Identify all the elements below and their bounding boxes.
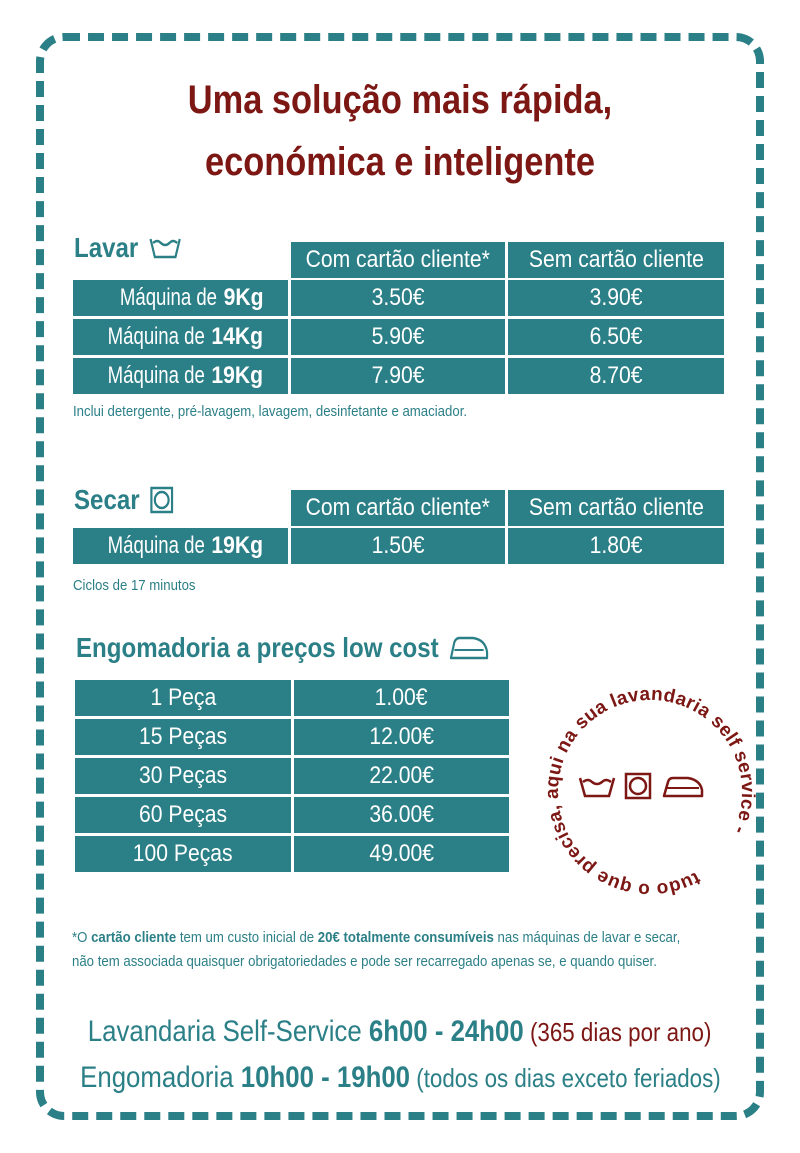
card-footnote — [72, 926, 723, 974]
dry-section-heading — [74, 484, 174, 516]
iron-icon — [449, 634, 489, 662]
ironing-qty: 1 Peça — [75, 680, 291, 716]
page-title-line-1: Uma solução mais rápida, — [187, 78, 613, 122]
ironing-section-heading — [76, 632, 489, 664]
wash-price-with-card: 5.90€ — [291, 319, 505, 355]
wash-price-with-card: 7.90€ — [291, 358, 505, 394]
footnote-line-1: *O cartão cliente tem um custo inicial de 20€ totalmente consumíveis nas máquinas de lavar e secar, — [72, 929, 681, 946]
seal-text-path: tudo o que precisa, aqui na sua lavandaria self service - — [541, 683, 759, 901]
ironing-price: 49.00€ — [294, 836, 509, 872]
wash-header-without-card: Sem cartão cliente — [508, 242, 724, 278]
ironing-qty: 60 Peças — [75, 797, 291, 833]
ironing-price: 1.00€ — [294, 680, 509, 716]
iron-icon — [664, 778, 702, 796]
ironing-price: 36.00€ — [294, 797, 509, 833]
wash-note: Inclui detergente, pré-lavagem, lavagem, desinfetante e amaciador. — [73, 403, 468, 420]
dry-heading-label: Secar — [74, 484, 140, 515]
wash-header-with-card: Com cartão cliente* — [291, 242, 505, 278]
wash-row-label: Máquina de19Kg — [73, 358, 288, 394]
tumble-dry-icon — [150, 486, 174, 514]
wash-price-without-card: 3.90€ — [508, 280, 724, 316]
wash-price-without-card: 6.50€ — [508, 319, 724, 355]
footnote-line-2: não tem associada quaisquer obrigatoriedades e pode ser recarregado apenas se, e quando quiser. — [72, 953, 657, 970]
dry-note: Ciclos de 17 minutos — [73, 577, 196, 594]
wash-price-with-card: 3.50€ — [291, 280, 505, 316]
wash-row-label: Máquina de14Kg — [73, 319, 288, 355]
page-title-line-2: económica e inteligente — [205, 140, 595, 184]
dry-price-without-card: 1.80€ — [508, 528, 724, 564]
tumble-dry-icon — [626, 774, 650, 798]
ironing-qty: 100 Peças — [75, 836, 291, 872]
washtub-icon — [149, 235, 182, 261]
wash-price-without-card: 8.70€ — [508, 358, 724, 394]
wash-section-heading — [74, 232, 181, 264]
self-service-hours: Lavandaria Self-Service 6h00 - 24h00 (365 dias por ano) — [88, 1015, 712, 1048]
circular-seal — [540, 682, 760, 902]
ironing-heading-label: Engomadoria a preços low cost — [76, 632, 439, 663]
dry-price-with-card: 1.50€ — [291, 528, 505, 564]
ironing-qty: 30 Peças — [75, 758, 291, 794]
dry-header-with-card: Com cartão cliente* — [291, 490, 505, 526]
dry-header-without-card: Sem cartão cliente — [508, 490, 724, 526]
dry-row-label: Máquina de19Kg — [73, 528, 288, 564]
ironing-price: 22.00€ — [294, 758, 509, 794]
wash-row-label: Máquina de9Kg — [73, 280, 288, 316]
washtub-icon — [580, 778, 614, 796]
ironing-qty: 15 Peças — [75, 719, 291, 755]
ironing-hours: Engomadoria 10h00 - 19h00 (todos os dias exceto feriados) — [79, 1061, 721, 1094]
ironing-price: 12.00€ — [294, 719, 509, 755]
wash-heading-label: Lavar — [74, 232, 139, 263]
